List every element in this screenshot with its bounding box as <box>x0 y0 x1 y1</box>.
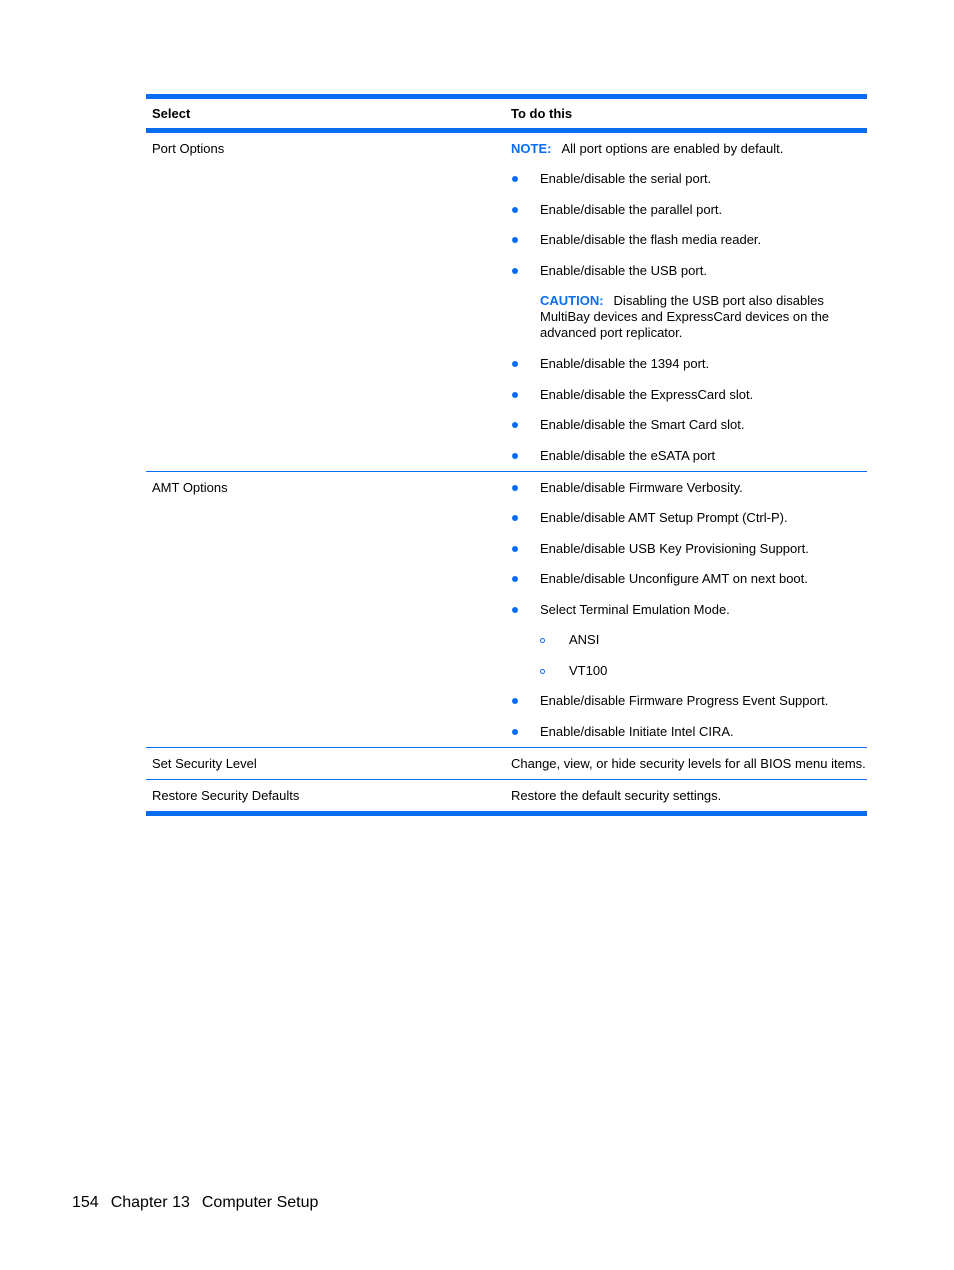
page-number: 154 <box>72 1194 99 1211</box>
list-item-text: Enable/disable the ExpressCard slot. <box>540 386 754 402</box>
bullet-icon <box>512 698 518 704</box>
list-item <box>511 202 867 218</box>
list-item <box>511 571 867 587</box>
table-header-row <box>146 99 867 128</box>
row-content-restore-security-defaults: Restore the default security settings. <box>511 787 722 803</box>
list-item-text: Enable/disable Unconfigure AMT on next boot. <box>540 571 808 586</box>
list-item-text: Enable/disable the eSATA port <box>540 447 716 463</box>
list-item <box>511 510 867 526</box>
list-item <box>511 171 867 187</box>
bullet-icon <box>512 546 518 552</box>
list-item <box>511 263 867 279</box>
list-item <box>511 602 867 618</box>
settings-table <box>146 94 867 816</box>
list-item-text: Enable/disable the serial port. <box>540 171 712 186</box>
chapter-title: Computer Setup <box>201 1194 319 1211</box>
bullet-icon <box>512 268 518 274</box>
bullet-icon <box>512 361 518 367</box>
sub-list-item <box>511 663 867 679</box>
list-item-text: Enable/disable AMT Setup Prompt (Ctrl-P). <box>540 510 788 525</box>
row-label-port-options: Port Options <box>152 141 225 156</box>
bullet-icon <box>512 453 518 459</box>
header-select: Select <box>152 106 191 121</box>
sub-list-item-text: VT100 <box>569 662 608 678</box>
table-row-set-security-level <box>146 748 867 779</box>
list-item <box>511 232 867 248</box>
list-item-text: Enable/disable the flash media reader. <box>540 232 762 247</box>
row-label-set-security-level: Set Security Level <box>152 755 257 771</box>
bullet-icon <box>512 515 518 521</box>
list-item-text: Enable/disable Firmware Progress Event Support. <box>540 693 829 708</box>
bullet-icon <box>512 176 518 182</box>
row-content-port-options <box>505 133 867 471</box>
bullet-icon <box>512 392 518 398</box>
note <box>511 141 867 157</box>
sub-list-item <box>511 632 867 648</box>
list-item-text: Enable/disable Firmware Verbosity. <box>540 479 743 495</box>
table-row-amt-options <box>146 472 867 747</box>
caution <box>511 293 867 341</box>
sub-bullet-icon <box>540 638 545 643</box>
bullet-icon <box>512 485 518 491</box>
page-footer <box>72 1193 318 1213</box>
chapter-label: Chapter 13 <box>110 1194 190 1211</box>
row-content-set-security-level: Change, view, or hide security levels for all BIOS menu items. <box>511 755 866 771</box>
list-item-text: Enable/disable USB Key Provisioning Support. <box>540 540 809 556</box>
bullet-icon <box>512 237 518 243</box>
note-label: NOTE: <box>511 141 552 156</box>
list-item-text: Enable/disable the USB port. <box>540 262 707 278</box>
sub-list-item-text: ANSI <box>569 632 600 647</box>
list-item-text: Enable/disable Initiate Intel CIRA. <box>540 723 734 739</box>
caution-text: Disabling the USB port also disables MultiBay devices and ExpressCard devices on the advanced port replicator. <box>540 293 830 340</box>
note-text: All port options are enabled by default. <box>561 141 784 156</box>
list-item <box>511 693 867 709</box>
list-item-text: Enable/disable the Smart Card slot. <box>540 417 745 432</box>
bullet-icon <box>512 207 518 213</box>
row-label-restore-security-defaults: Restore Security Defaults <box>152 787 300 803</box>
list-item <box>511 356 867 372</box>
table-row-restore-security-defaults <box>146 780 867 811</box>
list-item-text: Enable/disable the parallel port. <box>540 201 723 217</box>
table-bottom-rule <box>146 811 867 816</box>
bullet-icon <box>512 422 518 428</box>
header-todo: To do this <box>511 106 573 121</box>
bullet-icon <box>512 607 518 613</box>
table-row-port-options <box>146 133 867 471</box>
list-item <box>511 541 867 557</box>
row-label-amt-options: AMT Options <box>152 479 228 495</box>
list-item <box>511 724 867 740</box>
row-content-amt-options <box>505 472 867 747</box>
caution-label: CAUTION: <box>540 293 604 308</box>
list-item <box>511 387 867 403</box>
bullet-icon <box>512 729 518 735</box>
sub-bullet-icon <box>540 669 545 674</box>
list-item <box>511 417 867 433</box>
list-item-text: Select Terminal Emulation Mode. <box>540 601 730 617</box>
bullet-icon <box>512 576 518 582</box>
list-item <box>511 448 867 464</box>
list-item <box>511 480 867 496</box>
list-item-text: Enable/disable the 1394 port. <box>540 356 710 371</box>
